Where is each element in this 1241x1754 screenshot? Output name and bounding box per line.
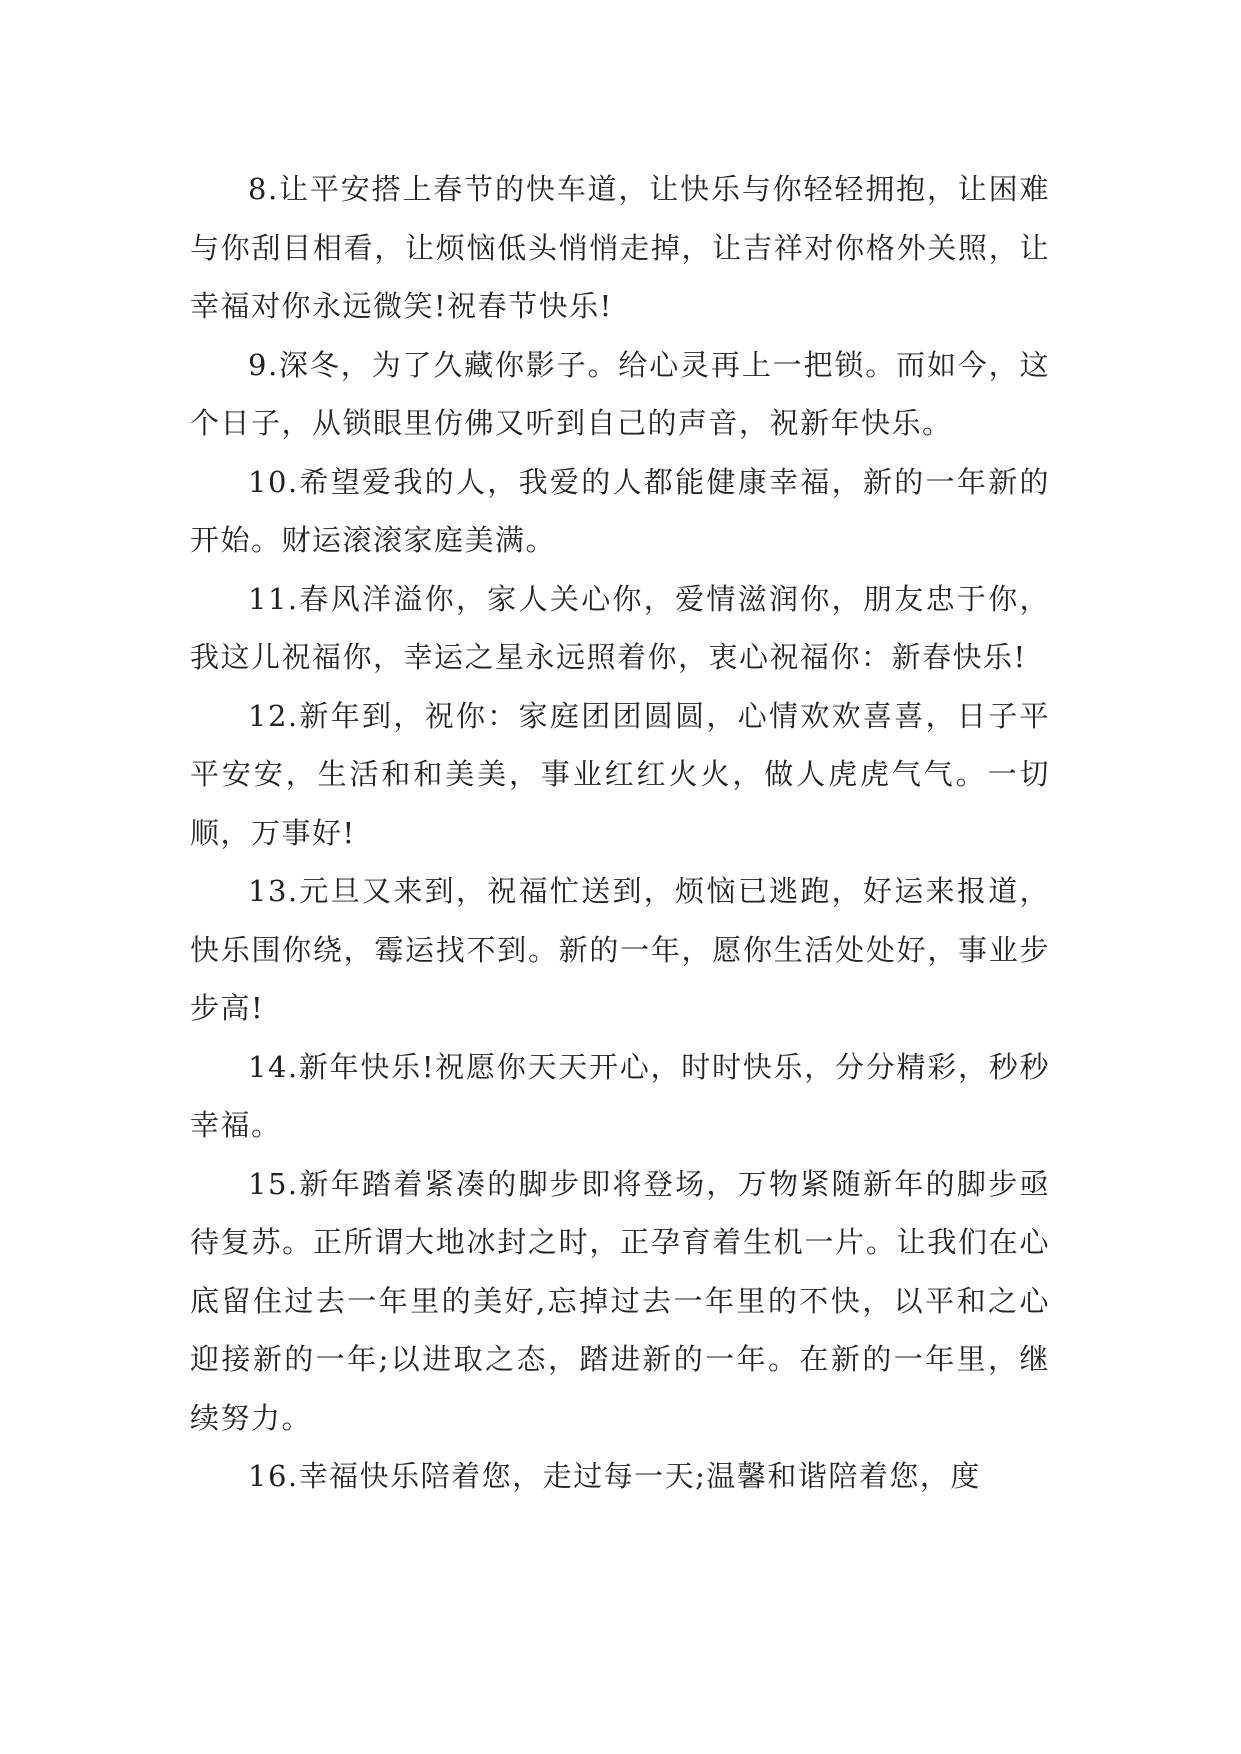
paragraph-16: 16.幸福快乐陪着您，走过每一天;温馨和谐陪着您，度 — [248, 1459, 981, 1493]
paragraph-11: 11.春风洋溢你，家人关心你，爱情滋润你，朋友忠于你，我这儿祝福你，幸运之星永远照着你，衷心祝福你：新春快乐! — [190, 581, 1050, 674]
paragraph-8: 8.让平安搭上春节的快车道，让快乐与你轻轻拥抱，让困难与你刮目相看，让烦恼低头悄悄走掉，让吉祥对你格外关照，让幸福对你永远微笑!祝春节快乐! — [190, 172, 1050, 323]
document-body — [190, 160, 1050, 1506]
paragraph-13: 13.元旦又来到，祝福忙送到，烦恼已逃跑，好运来报道，快乐围你绕，霉运找不到。新的一年，愿你生活处处好，事业步步高! — [190, 874, 1050, 1025]
paragraph-14: 14.新年快乐!祝愿你天天开心，时时快乐，分分精彩，秒秒幸福。 — [190, 1049, 1050, 1142]
paragraph-9: 9.深冬，为了久藏你影子。给心灵再上一把锁。而如今，这个日子，从锁眼里仿佛又听到自己的声音，祝新年快乐。 — [190, 347, 1050, 440]
paragraph-12: 12.新年到，祝你：家庭团团圆圆，心情欢欢喜喜，日子平平安安，生活和和美美，事业红红火火，做人虎虎气气。一切顺，万事好! — [190, 698, 1050, 850]
paragraph-15: 15.新年踏着紧凑的脚步即将登场，万物紧随新年的脚步亟待复苏。正所谓大地冰封之时，正孕育着生机一片。让我们在心底留住过去一年里的美好,忘掉过去一年里的不快，以平和之心迎接新的一年;以进取之态，踏进新的一年。在新的一年里，继续努力。 — [190, 1166, 1050, 1435]
paragraph-10: 10.希望爱我的人，我爱的人都能健康幸福，新的一年新的开始。财运滚滚家庭美满。 — [190, 464, 1050, 557]
